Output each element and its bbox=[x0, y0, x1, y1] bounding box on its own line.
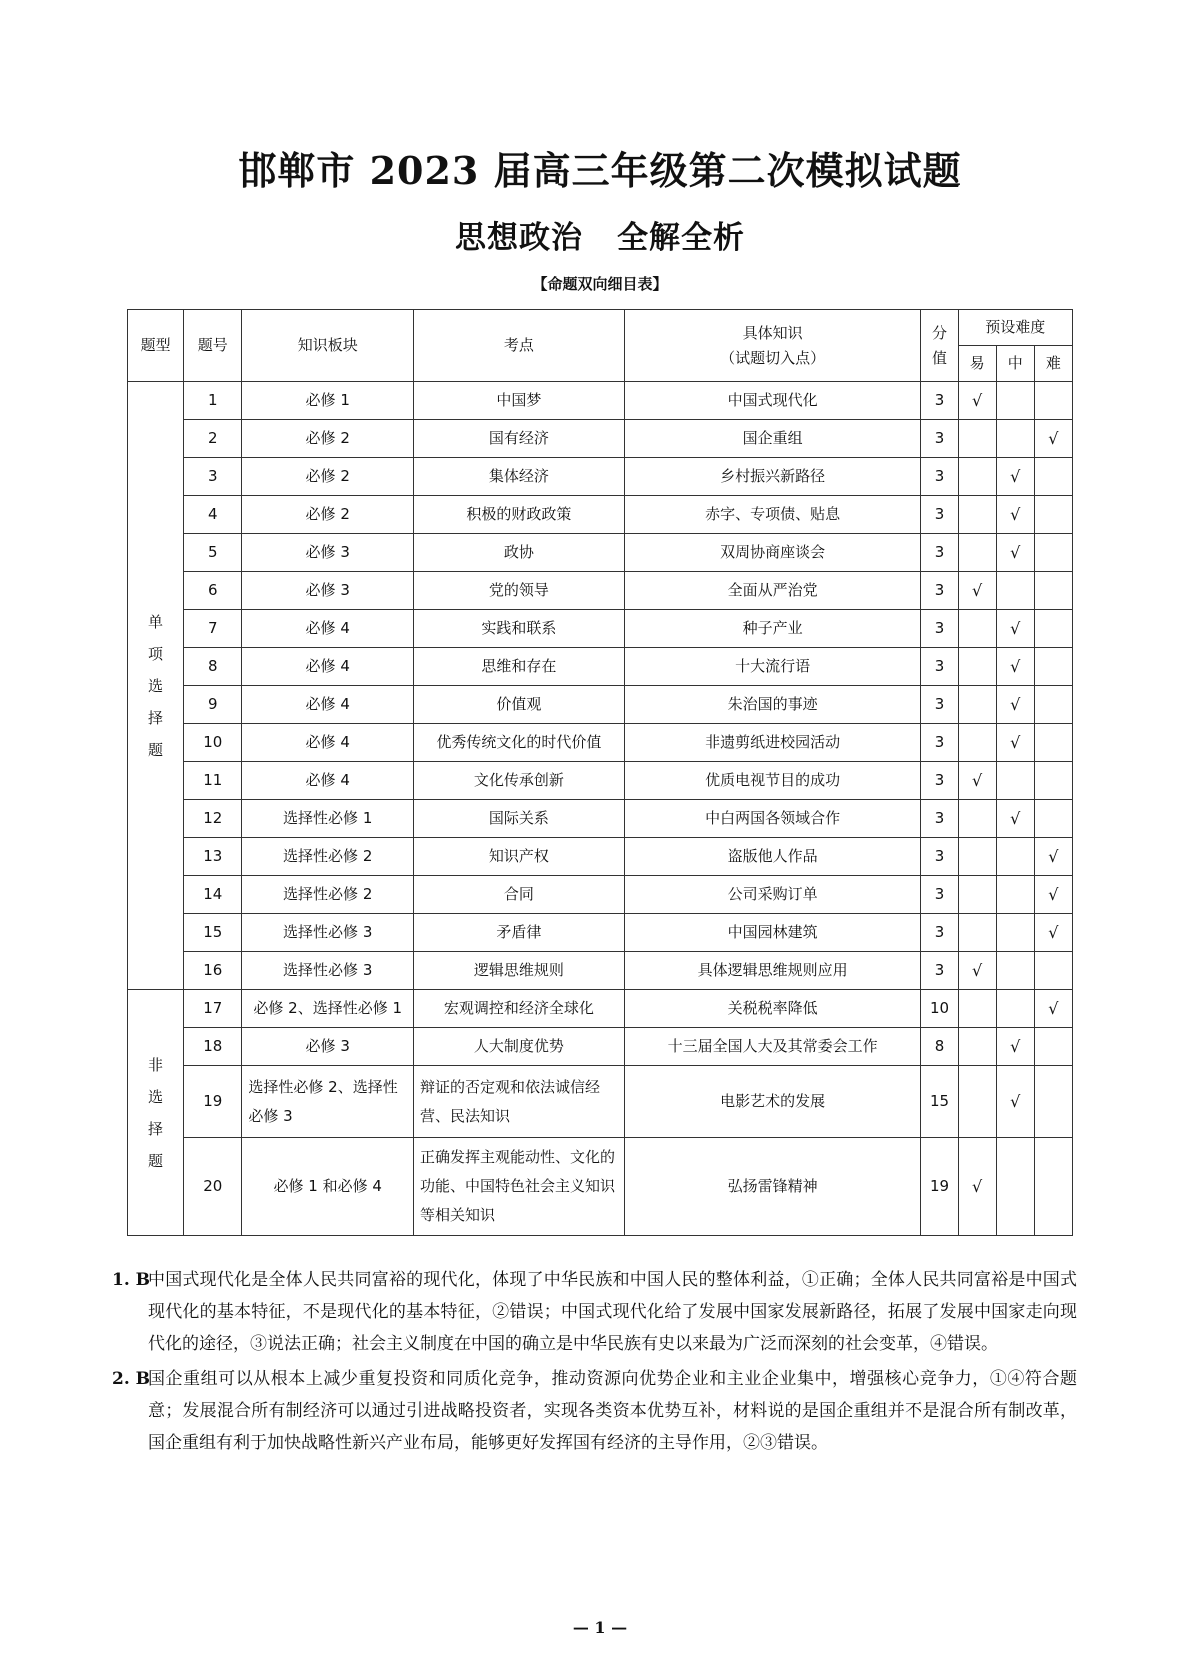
cell-point: 正确发挥主观能动性、文化的功能、中国特色社会主义知识等相关知识 bbox=[414, 1138, 625, 1236]
header-number: 题号 bbox=[184, 310, 242, 382]
cell-point: 党的领导 bbox=[414, 572, 625, 610]
cell-easy bbox=[958, 1028, 996, 1066]
cell-number: 5 bbox=[184, 534, 242, 572]
cell-point: 逻辑思维规则 bbox=[414, 952, 625, 990]
cell-medium: √ bbox=[996, 458, 1034, 496]
cell-hard bbox=[1034, 724, 1072, 762]
cell-knowledge: 中国园林建筑 bbox=[624, 914, 921, 952]
cell-score: 3 bbox=[921, 420, 958, 458]
cell-score: 8 bbox=[921, 1028, 958, 1066]
cell-hard bbox=[1034, 1138, 1072, 1236]
cell-module: 选择性必修 1 bbox=[242, 800, 414, 838]
spec-table bbox=[127, 309, 1073, 1236]
table-row bbox=[128, 534, 1073, 572]
table-row bbox=[128, 572, 1073, 610]
cell-number: 7 bbox=[184, 610, 242, 648]
header-easy: 易 bbox=[958, 346, 996, 382]
cell-knowledge: 公司采购订单 bbox=[624, 876, 921, 914]
table-row bbox=[128, 610, 1073, 648]
cell-number: 14 bbox=[184, 876, 242, 914]
cell-hard bbox=[1034, 800, 1072, 838]
cell-module: 必修 2 bbox=[242, 458, 414, 496]
answer-label: 1. B bbox=[112, 1270, 151, 1290]
cell-hard: √ bbox=[1034, 420, 1072, 458]
cell-medium bbox=[996, 420, 1034, 458]
table-row bbox=[128, 876, 1073, 914]
answer-text: 中国式现代化是全体人民共同富裕的现代化，体现了中华民族和中国人民的整体利益，①正确；全体人民共同富裕是中国式现代化的基本特征，不是现代化的基本特征，②错误；中国式现代化给了发展中国家发展新路径，拓展了发展中国家走向现代化的途径，③说法正确；社会主义制度在中国的确立是中华民族有史以来最为广泛而深刻的社会变革，④错误。 bbox=[148, 1270, 1077, 1354]
header-knowledge-line2: （试题切入点） bbox=[720, 348, 826, 367]
cell-knowledge: 乡村振兴新路径 bbox=[624, 458, 921, 496]
cell-module: 必修 4 bbox=[242, 724, 414, 762]
cell-score: 3 bbox=[921, 914, 958, 952]
cell-easy: √ bbox=[958, 572, 996, 610]
cell-score: 19 bbox=[921, 1138, 958, 1236]
cell-knowledge: 非遗剪纸进校园活动 bbox=[624, 724, 921, 762]
cell-easy bbox=[958, 420, 996, 458]
cell-medium: √ bbox=[996, 534, 1034, 572]
cell-hard: √ bbox=[1034, 914, 1072, 952]
cell-number: 16 bbox=[184, 952, 242, 990]
cell-point: 政协 bbox=[414, 534, 625, 572]
page-title: 邯郸市 2023 届高三年级第二次模拟试题 bbox=[238, 148, 962, 193]
cell-number: 10 bbox=[184, 724, 242, 762]
cell-easy bbox=[958, 496, 996, 534]
cell-number: 9 bbox=[184, 686, 242, 724]
cell-score: 3 bbox=[921, 762, 958, 800]
cell-knowledge: 中国式现代化 bbox=[624, 382, 921, 420]
cell-hard bbox=[1034, 458, 1072, 496]
cell-knowledge: 赤字、专项债、贴息 bbox=[624, 496, 921, 534]
cell-point: 矛盾律 bbox=[414, 914, 625, 952]
cell-medium bbox=[996, 838, 1034, 876]
table-row bbox=[128, 1138, 1073, 1236]
header-knowledge-line1: 具体知识 bbox=[742, 323, 803, 342]
table-row bbox=[128, 952, 1073, 990]
cell-hard bbox=[1034, 572, 1072, 610]
cell-medium: √ bbox=[996, 724, 1034, 762]
cell-hard: √ bbox=[1034, 990, 1072, 1028]
table-row bbox=[128, 420, 1073, 458]
cell-score: 3 bbox=[921, 838, 958, 876]
cell-easy bbox=[958, 990, 996, 1028]
cell-knowledge: 双周协商座谈会 bbox=[624, 534, 921, 572]
cell-easy bbox=[958, 876, 996, 914]
cell-module: 必修 4 bbox=[242, 762, 414, 800]
cell-number: 3 bbox=[184, 458, 242, 496]
header-type: 题型 bbox=[128, 310, 184, 382]
cell-module: 必修 4 bbox=[242, 686, 414, 724]
cell-medium bbox=[996, 914, 1034, 952]
cell-knowledge: 全面从严治党 bbox=[624, 572, 921, 610]
cell-easy: √ bbox=[958, 382, 996, 420]
cell-number: 8 bbox=[184, 648, 242, 686]
cell-medium: √ bbox=[996, 686, 1034, 724]
cell-score: 3 bbox=[921, 724, 958, 762]
cell-point: 知识产权 bbox=[414, 838, 625, 876]
cell-easy bbox=[958, 648, 996, 686]
cell-module: 选择性必修 2 bbox=[242, 838, 414, 876]
cell-score: 3 bbox=[921, 952, 958, 990]
table-row bbox=[128, 838, 1073, 876]
cell-easy bbox=[958, 1066, 996, 1138]
cell-module: 必修 2、选择性必修 1 bbox=[242, 990, 414, 1028]
cell-medium bbox=[996, 990, 1034, 1028]
cell-medium: √ bbox=[996, 1028, 1034, 1066]
cell-easy bbox=[958, 686, 996, 724]
table-row bbox=[128, 382, 1073, 420]
cell-knowledge: 种子产业 bbox=[624, 610, 921, 648]
cell-knowledge: 国企重组 bbox=[624, 420, 921, 458]
cell-hard bbox=[1034, 496, 1072, 534]
subtitle-subject: 思想政治 bbox=[455, 220, 583, 256]
cell-hard bbox=[1034, 686, 1072, 724]
row-group-label bbox=[128, 990, 184, 1236]
cell-easy bbox=[958, 800, 996, 838]
cell-medium bbox=[996, 762, 1034, 800]
cell-point: 合同 bbox=[414, 876, 625, 914]
header-module: 知识板块 bbox=[242, 310, 414, 382]
cell-medium: √ bbox=[996, 1066, 1034, 1138]
cell-point: 人大制度优势 bbox=[414, 1028, 625, 1066]
cell-number: 6 bbox=[184, 572, 242, 610]
cell-knowledge: 优质电视节目的成功 bbox=[624, 762, 921, 800]
cell-hard bbox=[1034, 648, 1072, 686]
cell-module: 选择性必修 3 bbox=[242, 952, 414, 990]
cell-number: 12 bbox=[184, 800, 242, 838]
cell-module: 必修 1 bbox=[242, 382, 414, 420]
subtitle-kind: 全解全析 bbox=[617, 220, 745, 256]
cell-knowledge: 十三届全国人大及其常委会工作 bbox=[624, 1028, 921, 1066]
cell-module: 选择性必修 3 bbox=[242, 914, 414, 952]
cell-score: 3 bbox=[921, 382, 958, 420]
cell-knowledge: 关税税率降低 bbox=[624, 990, 921, 1028]
cell-module: 必修 2 bbox=[242, 420, 414, 458]
cell-hard bbox=[1034, 952, 1072, 990]
cell-score: 3 bbox=[921, 610, 958, 648]
row-group-text: 单项选择题 bbox=[148, 612, 164, 759]
cell-easy bbox=[958, 458, 996, 496]
cell-module: 必修 4 bbox=[242, 610, 414, 648]
header-difficulty: 预设难度 bbox=[958, 310, 1072, 346]
cell-hard bbox=[1034, 1066, 1072, 1138]
table-row bbox=[128, 762, 1073, 800]
table-row bbox=[128, 914, 1073, 952]
header-medium: 中 bbox=[996, 346, 1034, 382]
answer-item bbox=[112, 1264, 1077, 1360]
cell-easy bbox=[958, 534, 996, 572]
cell-number: 17 bbox=[184, 990, 242, 1028]
cell-number: 11 bbox=[184, 762, 242, 800]
answer-item bbox=[112, 1363, 1077, 1459]
table-caption: 【命题双向细目表】 bbox=[532, 275, 668, 293]
cell-number: 1 bbox=[184, 382, 242, 420]
cell-score: 15 bbox=[921, 1066, 958, 1138]
cell-hard bbox=[1034, 762, 1072, 800]
cell-point: 宏观调控和经济全球化 bbox=[414, 990, 625, 1028]
cell-medium bbox=[996, 572, 1034, 610]
cell-number: 18 bbox=[184, 1028, 242, 1066]
cell-medium: √ bbox=[996, 496, 1034, 534]
cell-knowledge: 具体逻辑思维规则应用 bbox=[624, 952, 921, 990]
cell-score: 10 bbox=[921, 990, 958, 1028]
answer-section bbox=[112, 1264, 1077, 1462]
cell-point: 国有经济 bbox=[414, 420, 625, 458]
cell-score: 3 bbox=[921, 496, 958, 534]
cell-point: 国际关系 bbox=[414, 800, 625, 838]
cell-number: 13 bbox=[184, 838, 242, 876]
answer-text: 国企重组可以从根本上减少重复投资和同质化竞争，推动资源向优势企业和主业企业集中，增强核心竞争力，①④符合题意；发展混合所有制经济可以通过引进战略投资者，实现各类资本优势互补，材料说的是国企重组并不是混合所有制改革，国企重组有利于加快战略性新兴产业布局，能够更好发挥国有经济的主导作用，②③错误。 bbox=[148, 1369, 1077, 1453]
header-score bbox=[921, 310, 958, 382]
cell-easy bbox=[958, 914, 996, 952]
cell-easy: √ bbox=[958, 952, 996, 990]
cell-module: 选择性必修 2 bbox=[242, 876, 414, 914]
cell-hard bbox=[1034, 1028, 1072, 1066]
cell-hard: √ bbox=[1034, 876, 1072, 914]
cell-knowledge: 十大流行语 bbox=[624, 648, 921, 686]
row-group-text: 非选择题 bbox=[148, 1055, 164, 1170]
cell-point: 中国梦 bbox=[414, 382, 625, 420]
cell-module: 必修 3 bbox=[242, 534, 414, 572]
table-row bbox=[128, 800, 1073, 838]
cell-module: 选择性必修 2、选择性必修 3 bbox=[242, 1066, 414, 1138]
cell-medium bbox=[996, 1138, 1034, 1236]
page-subtitle bbox=[0, 212, 1200, 257]
header-score-line2: 值 bbox=[931, 348, 947, 367]
cell-medium: √ bbox=[996, 800, 1034, 838]
cell-number: 2 bbox=[184, 420, 242, 458]
cell-hard bbox=[1034, 610, 1072, 648]
cell-number: 4 bbox=[184, 496, 242, 534]
cell-knowledge: 中白两国各领域合作 bbox=[624, 800, 921, 838]
table-row bbox=[128, 458, 1073, 496]
cell-easy bbox=[958, 838, 996, 876]
cell-hard bbox=[1034, 382, 1072, 420]
cell-point: 文化传承创新 bbox=[414, 762, 625, 800]
cell-number: 19 bbox=[184, 1066, 242, 1138]
cell-easy bbox=[958, 724, 996, 762]
cell-module: 必修 2 bbox=[242, 496, 414, 534]
cell-point: 实践和联系 bbox=[414, 610, 625, 648]
cell-medium: √ bbox=[996, 648, 1034, 686]
table-row bbox=[128, 686, 1073, 724]
header-score-line1: 分 bbox=[931, 323, 947, 342]
cell-point: 辩证的否定观和依法诚信经营、民法知识 bbox=[414, 1066, 625, 1138]
cell-medium bbox=[996, 876, 1034, 914]
cell-score: 3 bbox=[921, 534, 958, 572]
cell-hard bbox=[1034, 534, 1072, 572]
cell-score: 3 bbox=[921, 648, 958, 686]
cell-point: 思维和存在 bbox=[414, 648, 625, 686]
cell-score: 3 bbox=[921, 800, 958, 838]
table-row bbox=[128, 648, 1073, 686]
header-point: 考点 bbox=[414, 310, 625, 382]
cell-number: 20 bbox=[184, 1138, 242, 1236]
header-hard: 难 bbox=[1034, 346, 1072, 382]
cell-easy: √ bbox=[958, 1138, 996, 1236]
cell-knowledge: 弘扬雷锋精神 bbox=[624, 1138, 921, 1236]
cell-easy: √ bbox=[958, 762, 996, 800]
cell-module: 必修 3 bbox=[242, 1028, 414, 1066]
table-row bbox=[128, 990, 1073, 1028]
page-number: — 1 — bbox=[572, 1618, 628, 1637]
cell-module: 必修 3 bbox=[242, 572, 414, 610]
cell-point: 积极的财政政策 bbox=[414, 496, 625, 534]
cell-score: 3 bbox=[921, 686, 958, 724]
row-group-label bbox=[128, 382, 184, 990]
table-row bbox=[128, 1028, 1073, 1066]
cell-point: 价值观 bbox=[414, 686, 625, 724]
cell-medium bbox=[996, 952, 1034, 990]
cell-score: 3 bbox=[921, 876, 958, 914]
cell-point: 优秀传统文化的时代价值 bbox=[414, 724, 625, 762]
cell-number: 15 bbox=[184, 914, 242, 952]
cell-score: 3 bbox=[921, 458, 958, 496]
answer-label: 2. B bbox=[112, 1369, 151, 1389]
cell-hard: √ bbox=[1034, 838, 1072, 876]
cell-point: 集体经济 bbox=[414, 458, 625, 496]
table-row bbox=[128, 1066, 1073, 1138]
cell-medium bbox=[996, 382, 1034, 420]
cell-knowledge: 电影艺术的发展 bbox=[624, 1066, 921, 1138]
cell-module: 必修 4 bbox=[242, 648, 414, 686]
cell-module: 必修 1 和必修 4 bbox=[242, 1138, 414, 1236]
cell-knowledge: 朱治国的事迹 bbox=[624, 686, 921, 724]
table-row bbox=[128, 724, 1073, 762]
cell-score: 3 bbox=[921, 572, 958, 610]
table-row bbox=[128, 496, 1073, 534]
cell-easy bbox=[958, 610, 996, 648]
cell-knowledge: 盗版他人作品 bbox=[624, 838, 921, 876]
cell-medium: √ bbox=[996, 610, 1034, 648]
header-knowledge bbox=[624, 310, 921, 382]
